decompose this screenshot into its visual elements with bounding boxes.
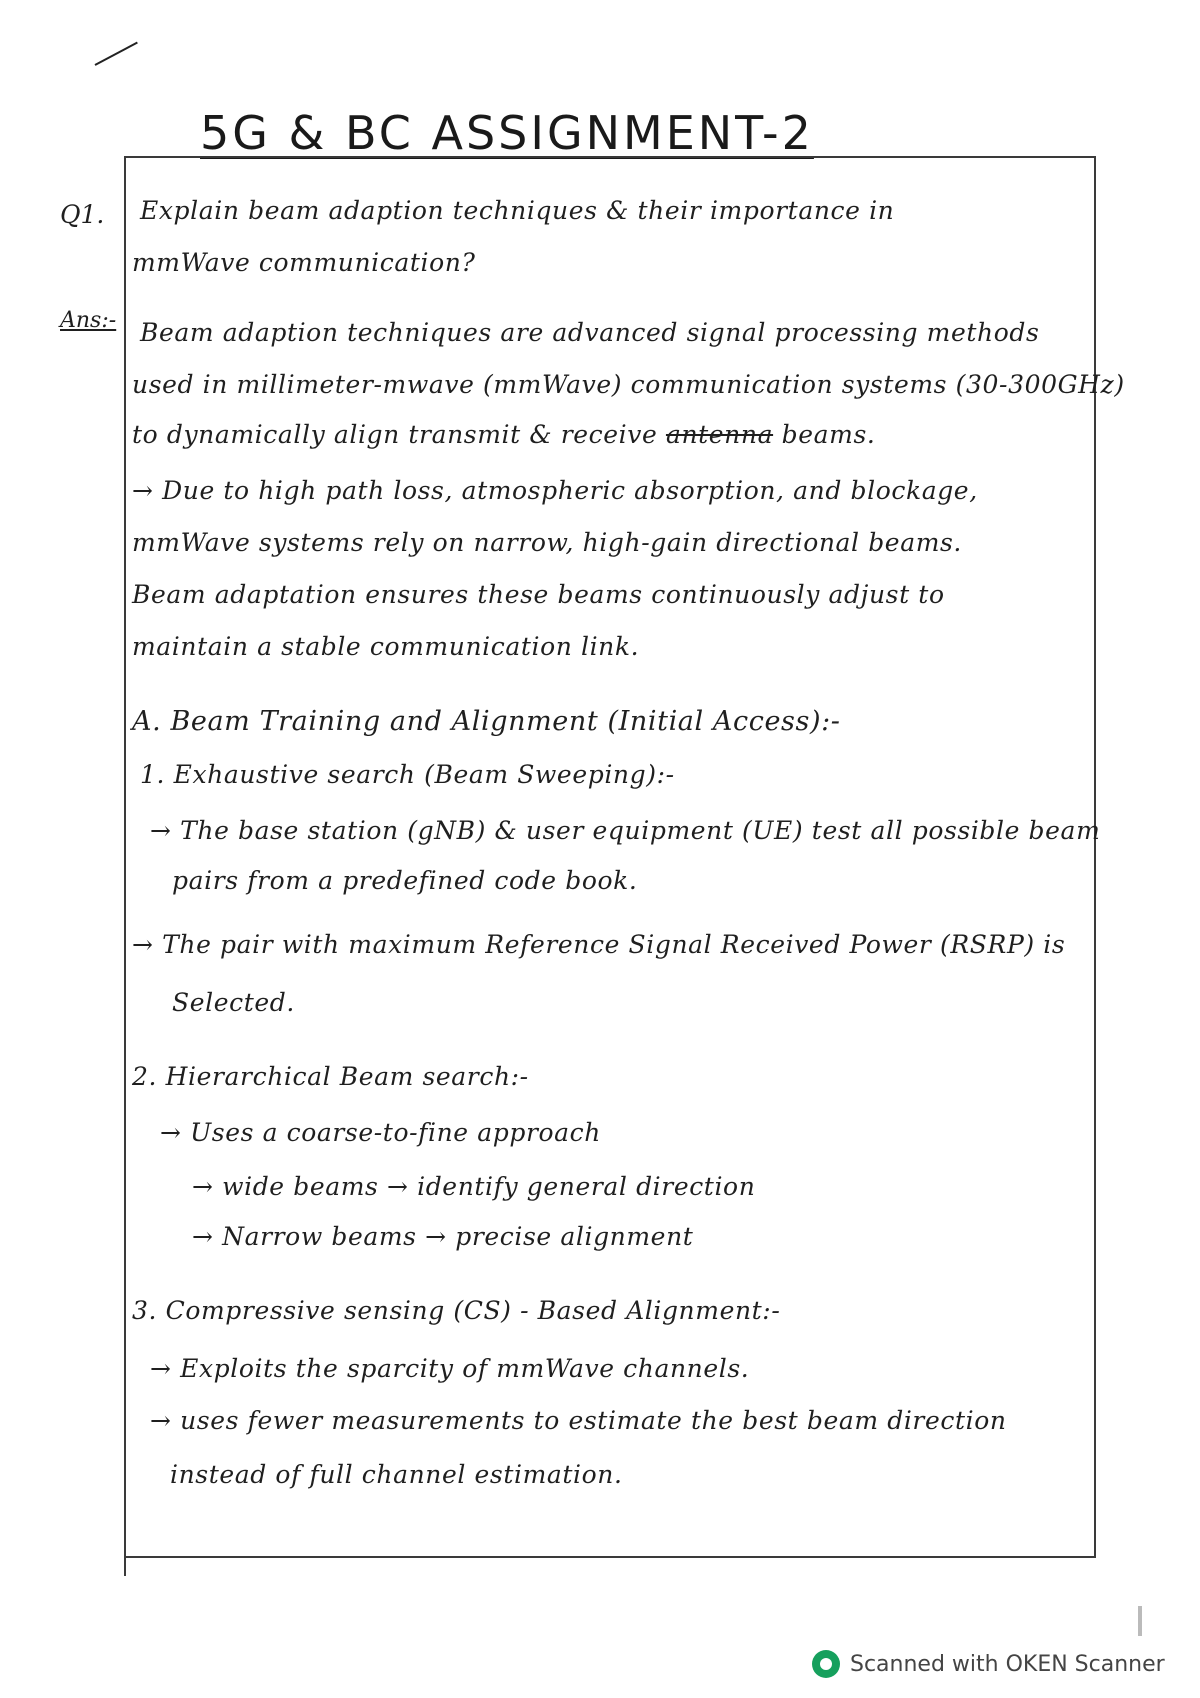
answer-line: → Uses a coarse-to-fine approach [160,1118,601,1147]
answer-label: Ans:- [60,308,117,333]
pen-stroke-mark [95,42,138,66]
subsection-heading: 3. Compressive sensing (CS) - Based Alignment:- [132,1296,781,1325]
struck-word: antenna [665,420,774,449]
question-line: mmWave communication? [132,248,476,277]
answer-line: pairs from a predefined code book. [172,866,638,895]
ruled-border [124,156,1096,1558]
ruled-border-left [124,156,126,1576]
scanner-watermark [812,1650,1165,1678]
answer-line: → The base station (gNB) & user equipment (UE) test all possible beam [150,816,1101,845]
answer-line: maintain a stable communication link. [132,632,640,661]
page-title: 5G & BC ASSIGNMENT-2 [200,106,814,160]
answer-line [132,420,875,449]
answer-line: Selected. [172,988,295,1017]
scanner-watermark-text: Scanned with OKEN Scanner [850,1651,1165,1677]
answer-line: → Due to high path loss, atmospheric absorption, and blockage, [132,476,978,505]
subsection-heading: 2. Hierarchical Beam search:- [132,1062,529,1091]
question-number: Q1. [60,200,105,229]
answer-line-text: beams. [781,420,876,449]
subsection-heading: 1. Exhaustive search (Beam Sweeping):- [140,760,675,789]
answer-line: Beam adaption techniques are advanced signal processing methods [140,318,1040,347]
answer-line: → Narrow beams → precise alignment [192,1222,694,1251]
answer-line: → Exploits the sparcity of mmWave channels. [150,1354,750,1383]
answer-line: instead of full channel estimation. [170,1460,623,1489]
answer-line-text: to dynamically align transmit & receive [132,420,658,449]
oken-scanner-logo-icon [812,1650,840,1678]
answer-line: → wide beams → identify general direction [192,1172,756,1201]
ruled-border-bottom [124,1556,1094,1558]
answer-line: → uses fewer measurements to estimate the best beam direction [150,1406,1007,1435]
question-line: Explain beam adaption techniques & their importance in [140,196,895,225]
answer-line: → The pair with maximum Reference Signal Received Power (RSRP) is [132,930,1066,959]
answer-line: mmWave systems rely on narrow, high-gain directional beams. [132,528,962,557]
scan-speck [1138,1606,1142,1636]
section-heading: A. Beam Training and Alignment (Initial Access):- [132,706,841,737]
answer-line: Beam adaptation ensures these beams continuously adjust to [132,580,945,609]
answer-line: used in millimeter-mwave (mmWave) communication systems (30-300GHz) [132,370,1125,399]
